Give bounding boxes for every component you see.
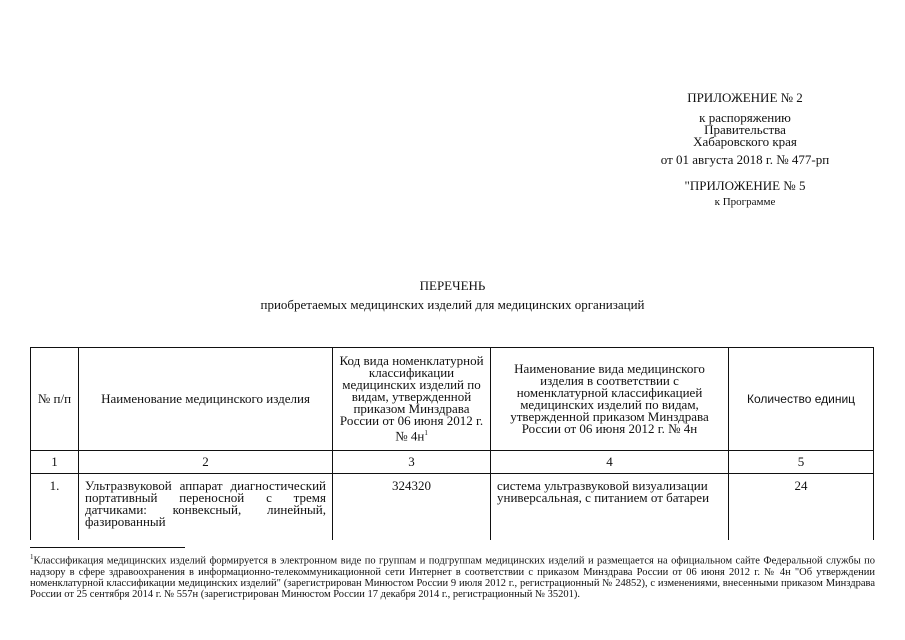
header-num: № п/п bbox=[31, 348, 79, 451]
header-qty: Количество единиц bbox=[729, 348, 874, 451]
column-number: 4 bbox=[491, 451, 729, 474]
header-name: Наименование медицинского изделия bbox=[79, 348, 333, 451]
document-subtitle: приобретаемых медицинских изделий для медицинских организаций bbox=[260, 297, 645, 312]
row-num: 1. bbox=[31, 474, 79, 541]
header-code bbox=[333, 348, 491, 451]
document-title: ПЕРЕЧЕНЬ bbox=[419, 278, 486, 293]
column-number: 2 bbox=[79, 451, 333, 474]
row-device-name: Ультразвуковой аппарат диагностический портативный переносной с тремя датчиками: конвексный, линейный, фазированный bbox=[79, 474, 333, 541]
appendix5-title: "ПРИЛОЖЕНИЕ № 5 bbox=[684, 178, 806, 193]
footnote-separator bbox=[30, 547, 185, 548]
appendix-region: Хабаровского края bbox=[693, 134, 797, 149]
appendix-government: Правительства bbox=[704, 122, 786, 137]
table-row bbox=[31, 474, 874, 541]
footnote-marker: 1 bbox=[30, 553, 34, 561]
footnote-text: Классификация медицинских изделий формируется в электронном виде по группам и подгруппам медицинских изделий и размещается на официальном сайте Федеральной службы по надзору в сфере здравоохранения в информационно-телекоммуникационной сети Интернет в соответствии с приказом Минздрава России от 06 июня 2012 г. № 4н "Об утверждении номенклатурной классификации медицинских изделий" (зарегистрирован Минюстом России 9 июля 2012 г., регистрационный № 24852), с изменениями, внесенными приказом Минздрава России от 25 сентября 2014 г. № 557н (зарегистрирован Минюстом России 17 декабря 2014 г., регистрационный № 35201). bbox=[30, 555, 875, 600]
column-number: 5 bbox=[729, 451, 874, 474]
table-header-row bbox=[31, 348, 874, 451]
header-code-text: Код вида номенклатурной классификации медицинских изделий по видам, утвержденной приказом Минздрава России от 06 июня 2012 г. № 4н bbox=[339, 353, 484, 444]
row-kind: система ультразвуковой визуализации универсальная, с питанием от батареи bbox=[491, 474, 729, 541]
appendix-title: ПРИЛОЖЕНИЕ № 2 bbox=[687, 90, 803, 105]
header-kind: Наименование вида медицинского изделия в соответствии с номенклатурной классификацией медицинских изделий по видам, утвержденной приказом Минздрава России от 06 июня 2012 г. № 4н bbox=[491, 348, 729, 451]
column-number: 3 bbox=[333, 451, 491, 474]
appendix-date-line: от 01 августа 2018 г. № 477-рп bbox=[660, 152, 830, 167]
row-code: 324320 bbox=[333, 474, 491, 541]
column-numbers-row bbox=[31, 451, 874, 474]
appendix-to-order: к распоряжению bbox=[699, 110, 791, 125]
footnote-ref: 1 bbox=[424, 429, 428, 438]
footnote bbox=[30, 552, 875, 600]
column-number: 1 bbox=[31, 451, 79, 474]
row-qty: 24 bbox=[729, 474, 874, 541]
medical-devices-table bbox=[30, 347, 874, 540]
appendix5-to-program: к Программе bbox=[714, 196, 776, 208]
